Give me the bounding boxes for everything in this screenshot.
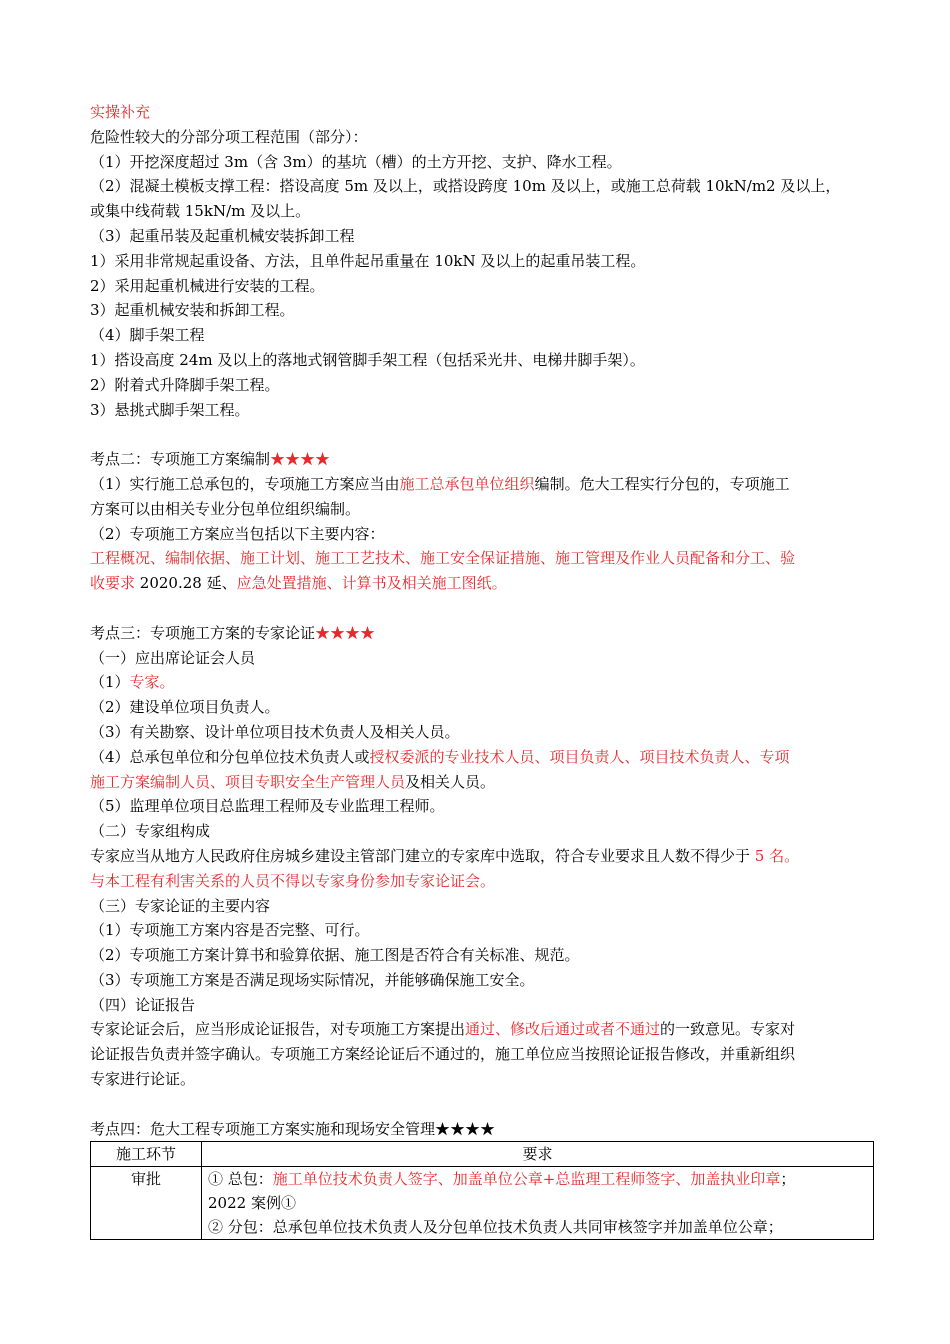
text-segment: ① 总包： <box>208 1170 273 1189</box>
text-line <box>90 348 880 373</box>
text-line <box>90 819 880 844</box>
text-line <box>90 918 880 943</box>
text-segment: （1）开挖深度超过 3m（含 3m）的基坑（槽）的土方开挖、支护、降水工程。 <box>90 152 622 171</box>
table-header-row <box>91 1142 874 1167</box>
text-segment: （一）应出席论证会人员 <box>90 648 256 667</box>
text-segment: 的一致意见。专家对 <box>660 1020 796 1039</box>
requirements-table <box>90 1141 874 1240</box>
text-line <box>90 249 880 274</box>
table-cell-stage: 审批 <box>91 1167 202 1240</box>
text-line <box>90 174 880 199</box>
text-segment: （2）建设单位项目负责人。 <box>90 698 280 717</box>
text-line <box>90 546 880 571</box>
text-line <box>90 1067 880 1092</box>
text-segment: 编制。危大工程实行分包的，专项施工 <box>534 474 790 493</box>
highlight-text: 授权委派的专业技术人员、项目负责人、项目技术负责人、专项 <box>369 747 790 766</box>
highlight-text: 应急处置措施、计算书及相关施工图纸。 <box>236 574 507 593</box>
requirement-lines <box>208 1167 867 1239</box>
text-line <box>90 1017 880 1042</box>
blank-line <box>90 596 880 621</box>
text-line <box>90 646 880 671</box>
table-header-requirement: 要求 <box>202 1142 874 1167</box>
highlight-text: 收要求 <box>90 574 136 593</box>
table-cell-requirement <box>202 1167 874 1240</box>
text-line <box>90 1117 880 1142</box>
text-line <box>90 621 880 646</box>
text-segment: （二）专家组构成 <box>90 822 211 841</box>
text-segment: 3）悬挑式脚手架工程。 <box>90 400 250 419</box>
highlight-text: 实操补充 <box>90 103 151 121</box>
text-line <box>90 398 880 423</box>
requirement-line <box>208 1167 867 1191</box>
highlight-text: 工程概况、编制依据、施工计划、施工工艺技术、施工安全保证措施、施工管理及作业人员配备和分工、验 <box>90 549 796 568</box>
text-segment: 考点四：危大工程专项施工方案实施和现场安全管理 <box>90 1119 436 1138</box>
text-line <box>90 670 880 695</box>
text-line <box>90 522 880 547</box>
text-line <box>90 298 880 323</box>
text-segment: 专家论证会后，应当形成论证报告，对专项施工方案提出 <box>90 1020 466 1039</box>
text-segment: 考点三：专项施工方案的专家论证 <box>90 623 316 642</box>
text-line <box>90 943 880 968</box>
blank-line <box>90 422 880 447</box>
text-segment: （2）专项施工方案计算书和验算依据、施工图是否符合有关标准、规范。 <box>90 946 580 965</box>
text-line <box>90 1042 880 1067</box>
text-segment: 1）搭设高度 24m 及以上的落地式钢管脚手架工程（包括采光井、电梯井脚手架）。 <box>90 350 645 369</box>
text-segment: 及相关人员。 <box>405 772 496 791</box>
text-segment: ； <box>780 1170 796 1189</box>
text-segment: （4）脚手架工程 <box>90 326 205 345</box>
text-segment: （1）专项施工方案内容是否完整、可行。 <box>90 921 370 940</box>
text-line <box>90 720 880 745</box>
text-segment: （5）监理单位项目总监理工程师及专业监理工程师。 <box>90 797 445 816</box>
text-line <box>90 125 880 150</box>
text-segment: 或集中线荷载 15kN/m 及以上。 <box>90 202 311 221</box>
text-segment: 2022 案例① <box>208 1194 296 1213</box>
text-segment: 1）采用非常规起重设备、方法，且单件起吊重量在 10kN 及以上的起重吊装工程。 <box>90 251 646 270</box>
text-segment: 方案可以由相关专业分包单位组织编制。 <box>90 499 361 518</box>
star-rating: ★★★★ <box>270 450 331 469</box>
text-segment: 论证报告负责并签字确认。专项施工方案经论证后不通过的，施工单位应当按照论证报告修改，并重新组织 <box>90 1045 796 1064</box>
text-line <box>90 571 880 596</box>
text-line <box>90 869 880 894</box>
text-line <box>90 844 880 869</box>
text-line <box>90 323 880 348</box>
text-line <box>90 794 880 819</box>
blank-line <box>90 1092 880 1117</box>
text-segment: （四）论证报告 <box>90 995 196 1014</box>
text-segment: （1）实行施工总承包的，专项施工方案应当由 <box>90 474 400 493</box>
requirement-line <box>208 1191 867 1215</box>
text-line <box>90 274 880 299</box>
text-line <box>90 373 880 398</box>
table-row <box>91 1167 874 1240</box>
text-line <box>90 100 880 125</box>
requirement-line <box>208 1215 867 1239</box>
text-line <box>90 224 880 249</box>
text-segment: 2）采用起重机械进行安装的工程。 <box>90 276 325 295</box>
text-segment: （3）有关勘察、设计单位项目技术负责人及相关人员。 <box>90 722 460 741</box>
text-segment: （1） <box>90 673 130 692</box>
text-segment: （3）起重吊装及起重机械安装拆卸工程 <box>90 226 355 245</box>
highlight-text: 施工单位技术负责人签字、加盖单位公章+总监理工程师签字、加盖执业印章 <box>272 1170 781 1189</box>
highlight-text: 5 名。 <box>750 846 800 865</box>
text-segment: （3）专项施工方案是否满足现场实际情况，并能够确保施工安全。 <box>90 970 535 989</box>
text-line <box>90 199 880 224</box>
text-segment: （三）专家论证的主要内容 <box>90 896 271 915</box>
text-segment: 考点二：专项施工方案编制 <box>90 450 271 469</box>
text-segment: ★★★★ <box>435 1119 496 1138</box>
text-line <box>90 497 880 522</box>
highlight-text: 专家。 <box>129 673 175 692</box>
document-page <box>90 100 880 1240</box>
text-segment: （2）专项施工方案应当包括以下主要内容： <box>90 524 385 543</box>
text-line <box>90 447 880 472</box>
text-line <box>90 695 880 720</box>
text-line <box>90 150 880 175</box>
text-segment: （4）总承包单位和分包单位技术负责人或 <box>90 747 370 766</box>
highlight-text: 施工总承包单位组织 <box>399 474 535 493</box>
highlight-text: 通过、修改后通过或者不通过 <box>465 1020 661 1039</box>
text-segment: ② 分包：总承包单位技术负责人及分包单位技术负责人共同审核签字并加盖单位公章； <box>208 1218 783 1237</box>
text-line <box>90 770 880 795</box>
text-segment: 专家应当从地方人民政府住房城乡建设主管部门建立的专家库中选取，符合专业要求且人数不得少于 <box>90 846 751 865</box>
table-header-stage: 施工环节 <box>91 1142 202 1167</box>
text-segment: （2）混凝土模板支撑工程：搭设高度 5m 及以上，或搭设跨度 10m 及以上，或施工总荷载 10kN/m2 及以上， <box>90 177 841 196</box>
text-segment: 危险性较大的分部分项工程范围（部分）： <box>90 127 368 146</box>
highlight-text: 施工方案编制人员、项目专职安全生产管理人员 <box>90 772 406 791</box>
highlight-text: 与本工程有利害关系的人员不得以专家身份参加专家论证会。 <box>90 871 496 890</box>
text-line <box>90 472 880 497</box>
text-body <box>90 100 880 1141</box>
text-segment: 2020.28 延、 <box>135 574 237 593</box>
text-segment: 2）附着式升降脚手架工程。 <box>90 375 280 394</box>
text-line <box>90 968 880 993</box>
text-line <box>90 745 880 770</box>
star-rating: ★★★★ <box>315 623 376 642</box>
text-segment: 3）起重机械安装和拆卸工程。 <box>90 301 295 320</box>
text-segment: 专家进行论证。 <box>90 1070 196 1089</box>
text-line <box>90 993 880 1018</box>
text-line <box>90 894 880 919</box>
